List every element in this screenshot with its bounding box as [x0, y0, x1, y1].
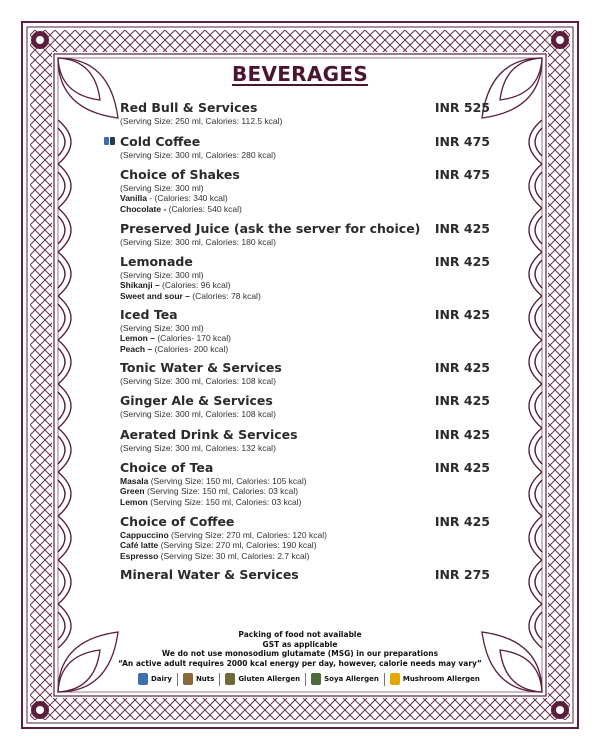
menu-item	[120, 254, 490, 301]
detail-text: (Serving Size: 300 ml)	[120, 323, 204, 333]
item-detail	[120, 540, 490, 550]
item-name: Preserved Juice (ask the server for choice)	[120, 221, 421, 236]
item-price: INR 425	[434, 307, 490, 322]
legend-label: Soya Allergen	[324, 675, 379, 683]
detail-text: (Serving Size: 270 ml, Calories: 190 kcal)	[158, 540, 317, 551]
item-price: INR 425	[434, 254, 490, 269]
item-name: Tonic Water & Services	[120, 360, 282, 375]
dairy-icon	[138, 673, 148, 685]
legend-divider	[305, 673, 306, 686]
item-detail	[120, 409, 490, 419]
item-detail	[120, 291, 490, 301]
dairy-icon	[104, 137, 116, 155]
menu-item	[120, 427, 490, 453]
legend-label: Nuts	[195, 675, 215, 683]
legend-divider	[219, 673, 220, 686]
menu-item	[120, 167, 490, 214]
detail-text: (Calories: 96 kcal)	[159, 280, 231, 291]
item-name: Lemonade	[120, 254, 193, 269]
legend-item	[311, 673, 379, 685]
legend-item	[225, 673, 300, 685]
gluten-icon	[225, 673, 235, 685]
item-detail	[120, 323, 490, 333]
item-detail	[120, 116, 490, 126]
detail-text: (Serving Size: 300 ml, Calories: 180 kcal)	[120, 237, 276, 247]
detail-text: (Serving Size: 30 ml, Calories: 2.7 kcal)	[158, 550, 310, 561]
detail-variant: Masala	[120, 476, 149, 486]
menu-item	[120, 460, 490, 507]
detail-text: (Serving Size: 300 ml)	[120, 183, 204, 193]
detail-variant: Cappuccino	[120, 530, 169, 540]
item-detail	[120, 497, 490, 507]
detail-text: - (Calories: 340 kcal)	[146, 193, 228, 204]
detail-variant: Vanilla	[120, 193, 147, 204]
menu-item	[120, 221, 490, 247]
item-detail	[120, 333, 490, 343]
item-price: INR 425	[434, 360, 490, 375]
legend-divider	[384, 673, 385, 686]
detail-variant: Peach –	[120, 343, 153, 354]
item-name: Aerated Drink & Services	[120, 427, 298, 442]
menu-item	[120, 393, 490, 419]
detail-text: (Serving Size: 250 ml, Calories: 112.5 kcal)	[120, 116, 283, 126]
item-detail	[120, 344, 490, 354]
detail-variant: Espresso	[120, 550, 159, 561]
detail-text: (Serving Size: 300 ml, Calories: 108 kcal)	[120, 409, 276, 419]
item-detail	[120, 270, 490, 280]
page-title: BEVERAGES	[231, 62, 369, 86]
item-detail	[120, 183, 490, 193]
footer-line: We do not use monosodium glutamate (MSG) in our preparations	[161, 649, 439, 659]
item-detail	[120, 204, 490, 214]
item-price: INR 525	[434, 100, 490, 115]
item-detail	[120, 280, 490, 290]
item-name: Cold Coffee	[120, 134, 201, 149]
menu-item	[120, 567, 490, 583]
legend-label: Gluten Allergen	[238, 675, 301, 683]
item-name: Iced Tea	[120, 307, 178, 322]
detail-variant: Lemon	[120, 496, 148, 507]
item-price: INR 475	[434, 167, 490, 182]
item-name: Mineral Water & Services	[120, 567, 299, 582]
legend-item	[138, 673, 172, 685]
detail-text: (Serving Size: 270 ml, Calories: 120 kcal)	[168, 530, 327, 540]
item-detail	[120, 443, 490, 453]
item-name: Red Bull & Services	[120, 100, 258, 115]
item-name: Choice of Shakes	[120, 167, 240, 182]
menu-item	[120, 307, 490, 354]
legend-label: Dairy	[151, 675, 172, 683]
detail-text: (Serving Size: 150 ml, Calories: 03 kcal)	[144, 486, 299, 497]
item-price: INR 425	[434, 427, 490, 442]
item-detail	[120, 193, 490, 203]
menu-item	[120, 360, 490, 386]
footer-line: “An active adult requires 2000 kcal energy per day, however, calorie needs may vary”	[118, 658, 482, 668]
item-price: INR 425	[434, 514, 490, 529]
item-detail	[120, 237, 490, 247]
detail-text: (Calories- 170 kcal)	[154, 333, 232, 344]
detail-variant: Lemon –	[120, 333, 155, 344]
item-name: Ginger Ale & Services	[120, 393, 273, 408]
footer-line: Packing of food not available	[238, 630, 362, 639]
legend-label: Mushroom Allergen	[402, 675, 480, 683]
detail-variant: Chocolate -	[120, 203, 167, 214]
item-detail	[120, 551, 490, 561]
detail-variant: Shikanji –	[120, 280, 160, 291]
detail-text: (Serving Size: 150 ml, Calories: 03 kcal)	[147, 496, 302, 507]
item-detail	[120, 150, 490, 160]
item-price: INR 425	[434, 221, 490, 236]
detail-variant: Café latte	[120, 540, 159, 551]
menu-item	[120, 514, 490, 561]
legend-divider	[177, 673, 178, 686]
detail-text: (Serving Size: 300 ml, Calories: 132 kcal)	[120, 443, 276, 453]
item-detail	[120, 476, 490, 486]
item-detail	[120, 486, 490, 496]
footer-notes	[0, 630, 600, 668]
item-detail	[120, 376, 490, 386]
detail-text: (Calories: 540 kcal)	[166, 203, 242, 214]
item-detail	[120, 530, 490, 540]
detail-variant: Green	[120, 486, 145, 497]
footer-line: GST as applicable	[262, 639, 338, 649]
detail-text: (Serving Size: 150 ml, Calories: 105 kcal)	[148, 476, 307, 486]
allergen-legend	[138, 672, 480, 686]
detail-text: (Serving Size: 300 ml, Calories: 280 kcal)	[120, 150, 276, 160]
item-price: INR 275	[434, 567, 490, 582]
item-price: INR 475	[434, 134, 490, 149]
detail-text: (Calories- 200 kcal)	[152, 343, 229, 354]
mushroom-icon	[390, 673, 400, 685]
detail-text: (Serving Size: 300 ml, Calories: 108 kcal)	[120, 376, 276, 386]
item-name: Choice of Tea	[120, 460, 214, 475]
detail-text: (Serving Size: 300 ml)	[120, 270, 204, 280]
detail-variant: Sweet and sour –	[120, 290, 190, 301]
detail-text: (Calories: 78 kcal)	[189, 290, 261, 301]
item-name: Choice of Coffee	[120, 514, 235, 529]
legend-item	[390, 673, 480, 685]
soya-icon	[311, 673, 321, 685]
menu-item	[120, 134, 490, 160]
item-price: INR 425	[434, 460, 490, 475]
nuts-icon	[183, 673, 193, 685]
menu-item	[120, 100, 490, 126]
legend-item	[183, 673, 214, 685]
item-price: INR 425	[434, 393, 490, 408]
